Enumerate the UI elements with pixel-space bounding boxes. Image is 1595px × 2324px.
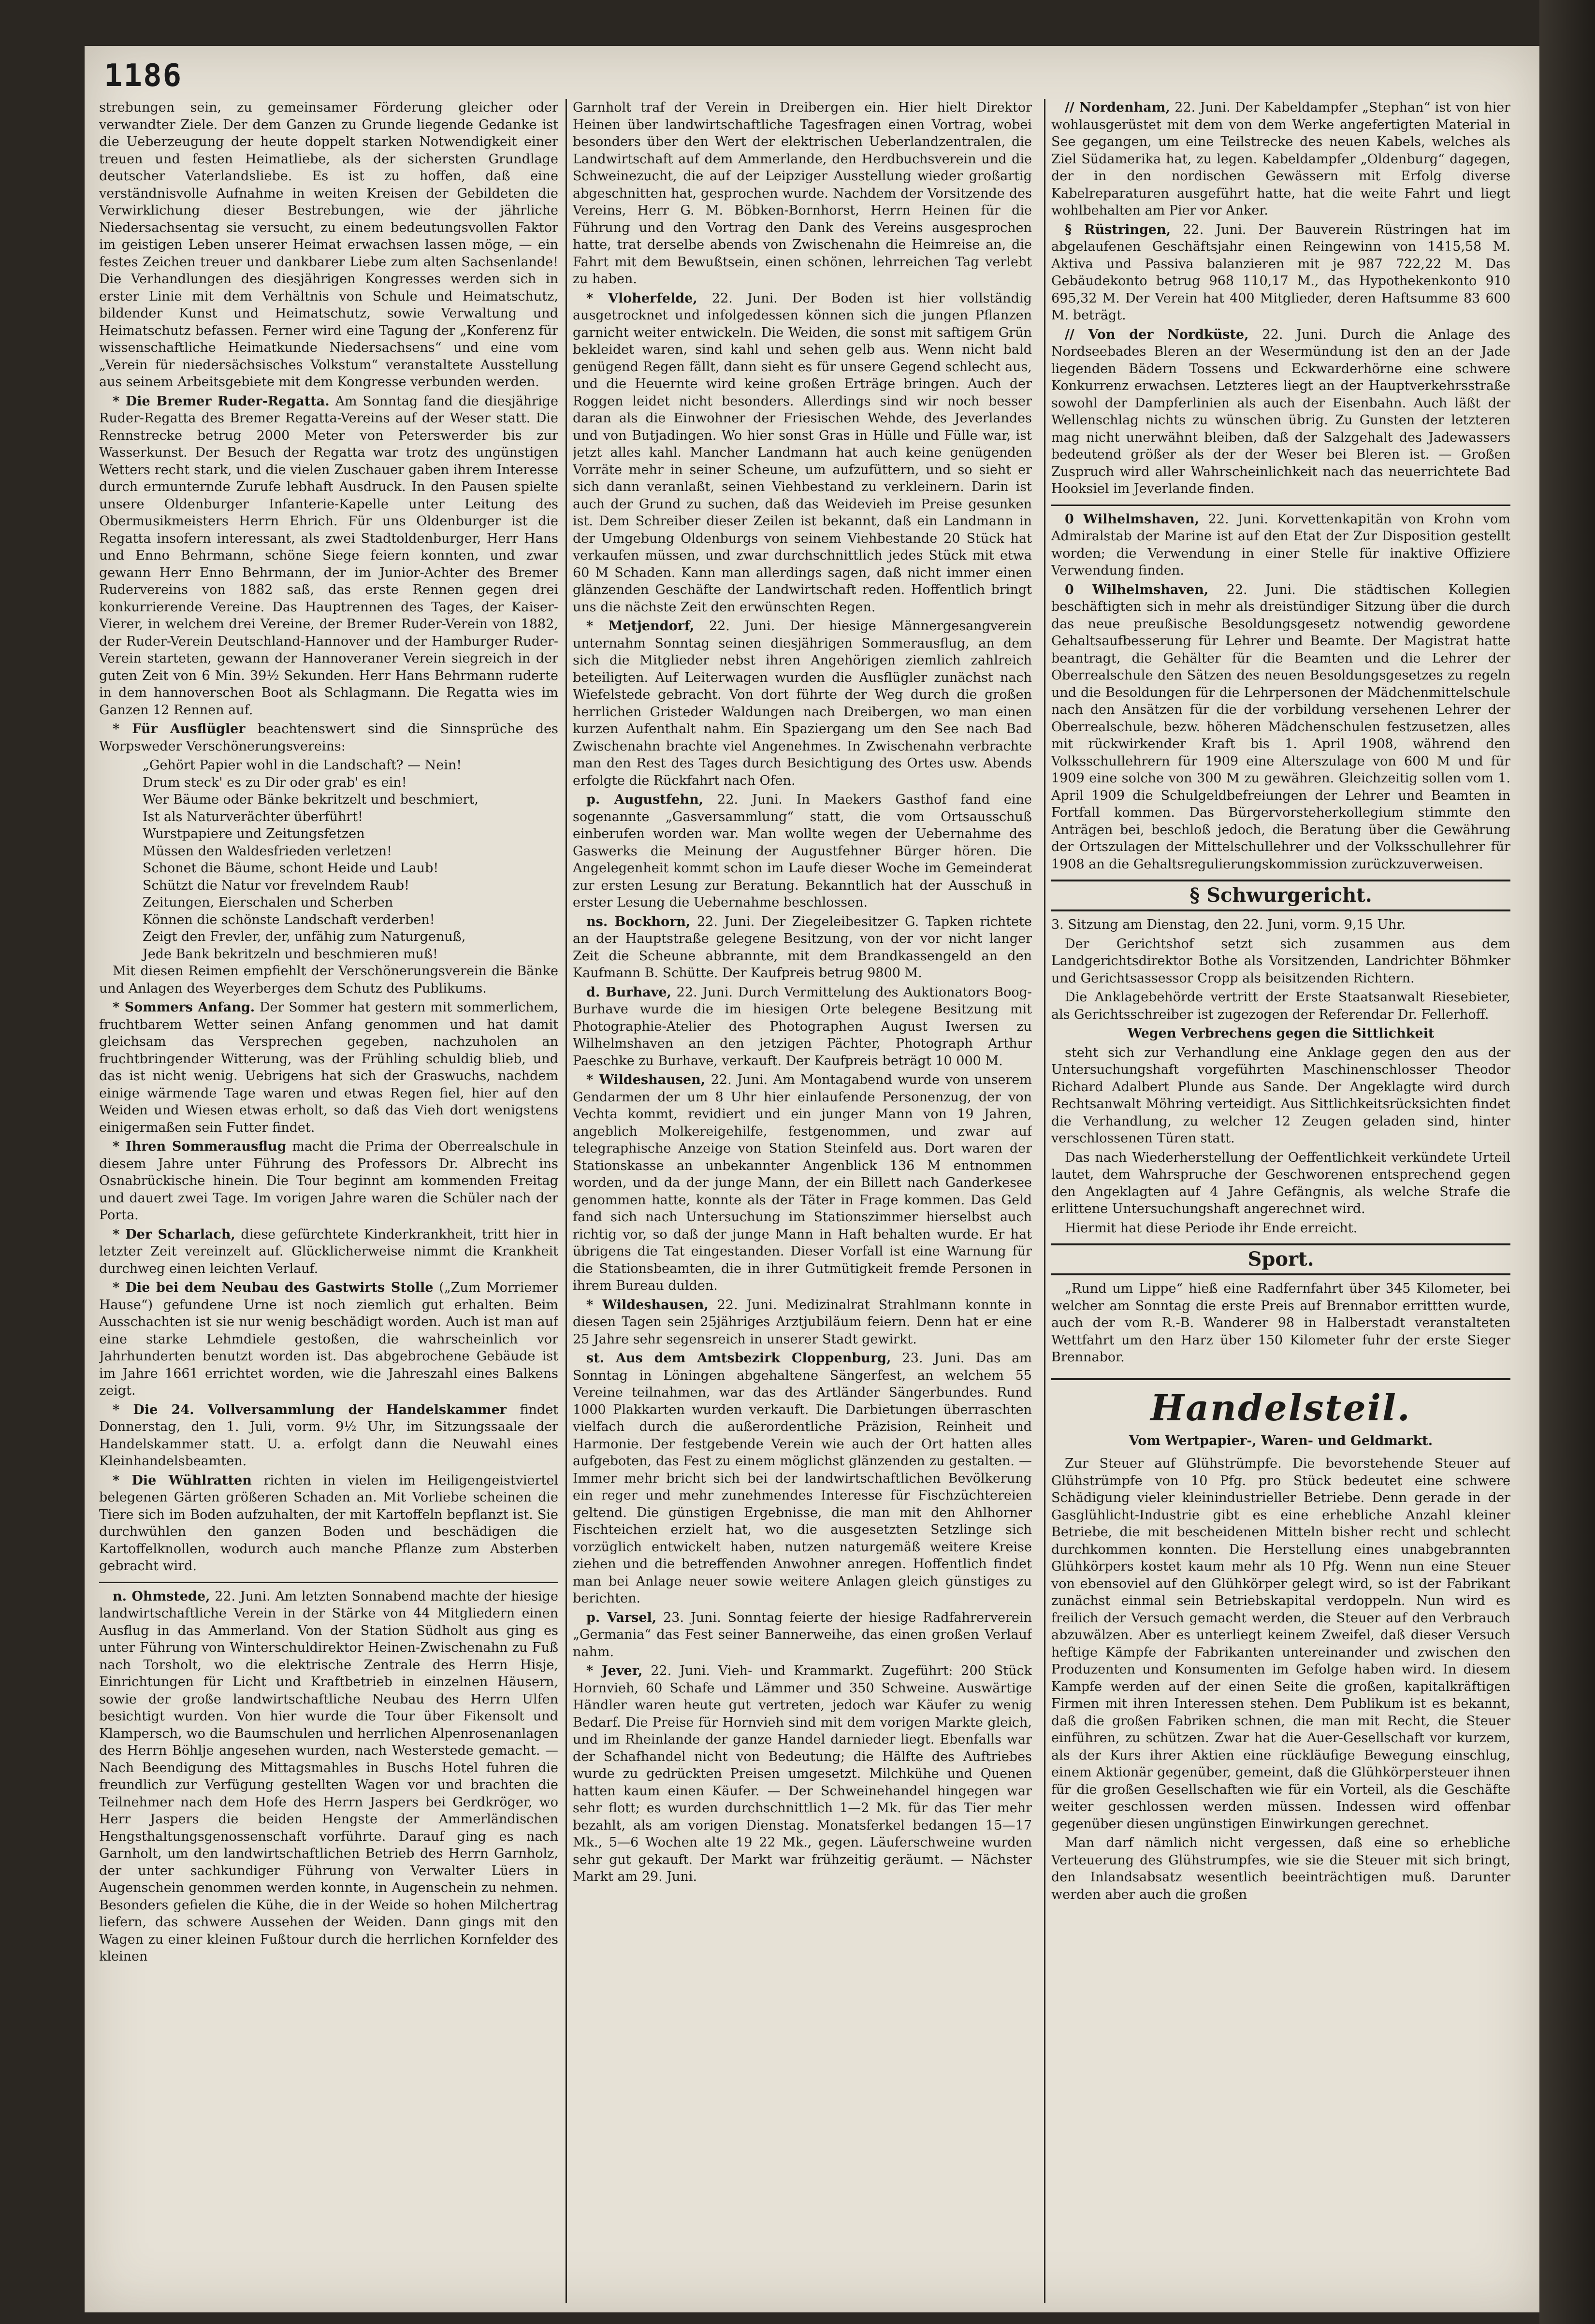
- article-paragraph: [1051, 326, 1510, 498]
- article-lead: * Ihren Sommerausflug: [113, 1139, 287, 1154]
- article-paragraph: Man darf nämlich nicht vergessen, daß eine so erhebliche Verteuerung des Glühstrumpfes, wie sie die Steuer mit sich bringt, den Inlandsabsatz wesentlich beeinträchtigen muß. Darunter werden aber auch die großen: [1051, 1835, 1510, 1902]
- article-lead: * Die bei dem Neubau des Gastwirts Stolle: [113, 1280, 434, 1295]
- article-lead: // Nordenham,: [1065, 100, 1170, 115]
- article-text: 22. Juni. Am Montagabend wurde von unserem Gendarmen der um 8 Uhr hier einlaufende Personenzug, der von Vechta kommt, revidiert und ein junger Mann von 19 Jahren, angeblich Molkereigehilfe, festgenommen, und zwar auf telegraphische Anzeige von Station Steinfeld aus. Dort waren der Stationskasse an unbekannter Angenblick 136 M entnommen worden, und da der junge Mann, der ein Billett nach Ganderkesee genommen hatte, konnte als der Täter in Frage kommen. Das Geld fand sich nach Untersuchung im Stationszimmer hierselbst auch richtig vor, so daß der junge Mann in Haft behalten wurde. Er hat übrigens die Tat eingestanden. Dieser Vorfall ist eine Warnung für die Stationsbeamten, die in ihrer Gutmütigkeit fremde Personen in ihrem Bureau dulden.: [573, 1072, 1032, 1293]
- article-lead: 0 Wilhelmshaven,: [1065, 582, 1209, 597]
- article-lead: * Der Scharlach,: [113, 1227, 235, 1242]
- section-divider: [99, 1582, 558, 1583]
- article-paragraph: strebungen sein, zu gemeinsamer Förderung gleicher oder verwandter Ziele. Der dem Ganzen zu Grunde liegende Gedanke ist die Ueberzeugung der heute doppelt starken Notwendigkeit einer treuen und festen Heimatliebe, als der sichersten Grundlage deutscher Vaterlandsliebe. Es ist zu hoffen, daß eine verständnisvolle Aufnahme in weiten Kreisen der Gebildeten die Verwirklichung dieser Bestrebungen, wie der jährliche Niedersachsentag sie versucht, zu einem bedeutungsvollen Faktor im geistigen Leben unserer Heimat erwachsen lassen möge, — ein festes Zeichen treuer und dankbarer Liebe zum alten Sachsenlande! Die Verhandlungen des diesjährigen Kongresses werden sich in erster Linie mit dem Verhältnis von Schule und Heimatschutz, bildender Kunst und Heimatschutz, sowie Verwaltung und Heimatschutz befassen. Ferner wird eine Tagung der „Konferenz für wissenschaftliche Heimatkunde Niedersachsens“ und eine vom „Verein für niedersächsisches Volkstum“ veranstaltete Ausstellung aus seinem Arbeitsgebiete mit dem Kongresse verbunden werden.: [99, 100, 558, 390]
- article-lead: p. Varsel,: [586, 1610, 657, 1625]
- verse-line: Wer Bäume oder Bänke bekritzelt und beschmiert,: [143, 792, 478, 807]
- article-lead: * Die Bremer Ruder-Regatta.: [113, 393, 330, 409]
- article-paragraph: [573, 1662, 1032, 1886]
- article-paragraph: [573, 290, 1032, 616]
- article-text: 22. Juni. Medizinalrat Strahlmann konnte in diesen Tagen sein 25jähriges Arztjubiläum feiern. Denn hat er eine 25 Jahre sehr segensreich in unserer Stadt gewirkt.: [573, 1297, 1032, 1347]
- article-text: findet Donnerstag, den 1. Juli, vorm. 9½ Uhr, im Sitzungssaale der Handelskammer statt. U. a. erfolgt dann die Neuwahl eines Kleinhandelsbeamten.: [99, 1402, 558, 1469]
- page-number: 1186: [104, 58, 183, 94]
- column-1: [99, 99, 558, 2303]
- section-heading-sport: Sport.: [1051, 1243, 1510, 1275]
- article-lead: n. Ohmstede,: [113, 1588, 210, 1604]
- article-paragraph: [99, 1138, 558, 1224]
- article-lead: * Wildeshausen,: [586, 1297, 709, 1313]
- article-paragraph: Das nach Wiederherstellung der Oeffentlichkeit verkündete Urteil lautet, dem Wahrspruche der Geschworenen entsprechend gegen den Angeklagten auf 4 Jahre Gefängnis, als welche Strafe die erlittene Untersuchungshaft angerechnet wird.: [1051, 1150, 1510, 1216]
- article-paragraph: [99, 1472, 558, 1575]
- article-paragraph: 3. Sitzung am Dienstag, den 22. Juni, vorm. 9,15 Uhr.: [1051, 917, 1406, 932]
- article-paragraph: [1051, 581, 1510, 873]
- article-lead: * Jever,: [586, 1663, 643, 1678]
- article-paragraph: [99, 1226, 558, 1278]
- article-text: 22. Juni. Durch die Anlage des Nordseebades Bleren an der Wesermündung ist den an der Jade liegenden Bädern Tossens und Eckwarderhörne eine schwere Konkurrenz erwachsen. Letzteres liegt an der Hauptverkehrsstraße sowohl der Dampferlinien als auch der Eisenbahn. Auch läßt der Wellenschlag nichts zu wünschen übrig. Zu Gunsten der letzteren mag nicht unerwähnt bleiben, daß der Salzgehalt des Jadewassers bedeutend größer als der der Weser bei Bleren ist. — Großen Zuspruch wird aller Wahrscheinlichkeit nach das neuerrichtete Bad Hooksiel im Jeverlande finden.: [1051, 327, 1510, 496]
- article-lead: * Wildeshausen,: [586, 1072, 706, 1087]
- article-text: Am Sonntag fand die diesjährige Ruder-Regatta des Bremer Regatta-Vereins auf der Weser statt. Die Rennstrecke betrug 2000 Meter von Peterswerder bis zur Wasserkunst. Der Besuch der Regatta war trotz des ungünstigen Wetters recht stark, und die vielen Zuschauer gaben ihrem Interesse durch ermunternde Zurufe lebhaft Ausdruck. In den Pausen spielte unsere Oldenburger Infanterie-Kapelle unter Leitung des Obermusikmeisters Herrn Ehrich. Für uns Oldenburger ist die Regatta insofern interessant, als zwei Stadtoldenburger, Herr Hans und Enno Behrmann, schöne Siege feiern konnten, und zwar gewann Herr Enno Behrmann, der im Junior-Achter des Bremer Rudervereins von 1882 saß, das erste Rennen gegen drei konkurrierende Vereine. Das Hauptrennen des Tages, der Kaiser-Vierer, in welchem drei Vereine, der Bremer Ruder-Verein von 1882, der Ruder-Verein Deutschland-Hannover und der Hamburger Ruder-Verein starteten, gewann der Hannoveraner Verein siegreich in der guten Zeit von 6 Min. 39½ Sekunden. Herr Hans Behrmann ruderte in dem hannoverschen Boot als Schlagmann. Die Regatta wies im Ganzen 12 Rennen auf.: [99, 393, 558, 718]
- article-paragraph: [573, 1297, 1032, 1348]
- verse-line: „Gehört Papier wohl in die Landschaft? — Nein!: [143, 758, 462, 773]
- verse-line: Zeigt den Frevler, der, unfähig zum Naturgenuß,: [143, 929, 466, 944]
- article-text: 22. Juni. Korvettenkapitän von Krohn vom Admiralstab der Marine ist auf den Etat der Zur Disposition gestellt worden; die Verwendung in einer Stelle für inaktive Offiziere Verwendung finden.: [1051, 511, 1510, 578]
- article-text: 22. Juni. Der Ziegeleibesitzer G. Tapken richtete an der Hauptstraße gelegene Besitzung, von der vor nicht langer Zeit die Scheune abbrannte, mit dem Brandkassengeld an den Kaufmann B. Schütte. Der Kaufpreis betrug 9800 M.: [573, 914, 1032, 981]
- column-3: [1051, 99, 1510, 2303]
- article-paragraph: [573, 913, 1032, 982]
- verse-line: Jede Bank bekritzeln und beschmieren muß!: [143, 946, 438, 962]
- verse-line: Zeitungen, Eierschalen und Scherben: [143, 895, 393, 910]
- article-paragraph: steht sich zur Verhandlung eine Anklage gegen den aus der Untersuchungshaft vorgeführten Maschinenschlosser Theodor Richard Adalbert Plunde aus Sande. Der Angeklagte wird durch Rechtsanwalt Möhring verteidigt. Aus Sittlichkeitsrücksichten findet die Verhandlung, zu welcher 12 Zeugen geladen sind, hinter verschlossenen Türen statt.: [1051, 1045, 1510, 1146]
- article-lead: 0 Wilhelmshaven,: [1065, 511, 1200, 527]
- article-text: richten in vielen im Heiligengeistviertel belegenen Gärten größeren Schaden an. Mit Vorliebe scheinen die Tiere sich im Boden aufzuhalten, der mit Kartoffeln bepflanzt ist. Sie durchwühlen den ganzen Boden und beschädigen die Kartoffelknollen, wodurch auch manche Pflanze zum Absterben gebracht wird.: [99, 1472, 558, 1573]
- article-text: 22. Juni. Vieh- und Krammarkt. Zugeführt: 200 Stück Hornvieh, 60 Schafe und Lämmer und 350 Schweine. Auswärtige Händler waren heute gut vertreten, jedoch war Käufer zu wenig Bedarf. Die Preise für Hornvieh sind mit dem vorigen Markte gleich, und im Rheinlande der ganze Handel darnieder liegt. Ebenfalls war der Schafhandel nicht von Bedeutung; die Hälfte des Auftriebes wurde zu gedrückten Preisen umgesetzt. Milchkühe und Quenen hatten kaum einen Käufer. — Der Schweinehandel hingegen war sehr flott; es wurden durchschnittlich 1—2 Mk. für das Tier mehr bezahlt, als am vorigen Dienstag. Monatsferkel bedangen 15—17 Mk., 5—6 Wochen alte 19 22 Mk., gegen. Läuferschweine wurden sehr gut gekauft. Der Markt war frühzeitig geräumt. — Nächster Markt am 29. Juni.: [573, 1663, 1032, 1884]
- article-paragraph: [1051, 221, 1510, 324]
- section-heading-trade: Handelsteil.: [1051, 1378, 1510, 1429]
- article-lead: * Vloherfelde,: [586, 290, 697, 306]
- article-lead: // Von der Nordküste,: [1065, 327, 1249, 342]
- verse-line: Schonet die Bäume, schont Heide und Laub!: [143, 861, 439, 876]
- article-text: 23. Juni. Sonntag feierte der hiesige Radfahrerverein „Germania“ das Fest seiner Bannerweihe, das einen großen Verlauf nahm.: [573, 1610, 1032, 1660]
- column-2: [573, 99, 1032, 2303]
- verse-line: Wurstpapiere und Zeitungsfetzen: [143, 826, 365, 841]
- article-lead: ns. Bockhorn,: [586, 914, 691, 929]
- article-lead: * Metjendorf,: [586, 619, 695, 634]
- article-lead: * Die 24. Vollversammlung der Handelskammer: [113, 1402, 507, 1417]
- article-text: 22. Juni. In Maekers Gasthof fand eine sogenannte „Gasversammlung“ statt, die vom Ortsausschuß einberufen worden war. Man wollte wegen der Uebernahme des Gaswerks die Meinung der Augustfehner Bürger hören. Die Angelegenheit kommt schon im Laufe dieser Woche im Gemeinderat zur ersten Lesung zur Beratung. Bekanntlich hat der Ausschuß in erster Lesung die Uebernahme beschlossen.: [573, 792, 1032, 910]
- verse-line: Ist als Naturverächter überführt!: [143, 809, 363, 824]
- article-text: 22. Juni. Am letzten Sonnabend machte der hiesige landwirtschaftliche Verein in der Stärke von 44 Mitgliedern einen Ausflug in das Ammerland. Von der Station Südholt aus ging es unter Führung von Winterschuldirektor Heinen-Zwischenahn zu Fuß nach Torsholt, wo die elektrische Zentrale des Herrn Hisje, Einrichtungen für Licht und Kraftbetrieb in einzelnen Häusern, sowie der große landwirtschaftliche Neubau des Herrn Ulfen besichtigt wurden. Von hier wurde die Tour über Fikensolt und Klampersch, wo die Baumschulen und herrlichen Alpenrosenanlagen des Herrn Böhlje angesehen wurden, nach Westerstede gemacht. — Nach Beendigung des Mittagsmahles in Buschs Hotel fuhren die freundlich zur Verfügung gestellten Wagen vor und brachten die Teilnehmer nach dem Hofe des Herrn Jaspers bei Gerdkröger, wo Herr Jaspers die beiden Hengste der Ammerländischen Hengsthaltungsgenossenschaft vorführte. Darauf ging es nach Garnholt, um den landwirtschaftlichen Betrieb des Herrn Garnholz, der unter sachkundiger Führung von Verwalter Lüers in Augenschein genommen werden konnte, in Augenschein zu nehmen. Besonders gefielen die Kühe, die in der Weide so hohen Milchertrag liefern, das schwere Aussehen der Weiden. Dann gings mit den Wagen zu einer kleinen Fußtour durch die herrlichen Kornfelder des kleinen: [99, 1588, 558, 1964]
- article-paragraph: Hiermit hat diese Periode ihr Ende erreicht.: [1065, 1220, 1358, 1236]
- article-text: („Zum Morriemer Hause“) gefundene Urne ist noch ziemlich gut erhalten. Beim Ausschachten ist sie nur wenig beschädigt worden. Auch ist man auf eine starke Lehmdiele gestoßen, die wahrscheinlich vor Jahrhunderten benutzt worden ist. Das abgebrochene Gebäude ist im Jahre 1661 errichtet worden, wie die Jahreszahl eines Balkens zeigt.: [99, 1280, 558, 1398]
- article-lead: § Rüstringen,: [1065, 222, 1171, 237]
- article-text: diese gefürchtete Kinderkrankheit, tritt hier in letzter Zeit vereinzelt auf. Glücklicherweise nimmt die Krankheit durchweg einen leichten Verlauf.: [99, 1227, 558, 1276]
- article-text: 22. Juni. Die städtischen Kollegien beschäftigten sich in mehr als dreistündiger Sitzung über die durch das neue preußische Besoldungsgesetz notwendig gewordene Gehaltsaufbesserung für Lehrer und Beamte. Der Magistrat hatte beantragt, die Gehälter für die Beamten und die Lehrer der Oberrealschule den Sätzen des neuen Besoldungsgesetzes zu regeln und die Besoldungen für die Lehrpersonen der Mädchenmittelschule nach den Ansätzen für die der vorbildung versehenen Lehrer der Oberrealschule, bezw. höheren Mädchenschulen festzusetzen, alles mit rückwirkender Kraft bis 1. April 1908, während den Volksschullehrern für 1909 eine Alterszulage von 600 M und für 1909 eine solche von 300 M zu gewähren. Gleichzeitig sollen vom 1. April 1909 die Schulgeldbefreiungen der Lehrer und Beamten in Fortfall kommen. Das Bürgervorsteherkollegium stimmte den Anträgen bei, beschloß jedoch, die Beratung über die Gewährung der Ortszulagen der Mittelschullehrer und der Volksschullehrer für 1908 an die Gehaltsregulierungskommission zurückzuverweisen.: [1051, 582, 1510, 872]
- article-lead: st. Aus dem Amtsbezirk Cloppenburg,: [586, 1351, 891, 1366]
- verse-line: Schützt die Natur vor frevelndem Raub!: [143, 878, 409, 893]
- verse-line: Können die schönste Landschaft verderben!: [143, 912, 435, 927]
- article-paragraph: [573, 1071, 1032, 1295]
- article-lead: d. Burhave,: [586, 984, 671, 1000]
- newspaper-page: [85, 46, 1539, 2312]
- column-rule: [1044, 99, 1045, 2303]
- article-lead: Wegen Verbrechens gegen die Sittlichkeit: [1127, 1026, 1435, 1041]
- article-paragraph: [99, 393, 558, 719]
- article-subheading: [1051, 1025, 1510, 1042]
- column-rule: [566, 99, 567, 2303]
- verse-block: [143, 757, 558, 963]
- article-text: Der Sommer hat gestern mit sommerlichem, fruchtbarem Wetter seinen Anfang genommen und hat damit gleichsam das Versprechen gegeben, nachzuholen an fruchtbringender Witterung, was der Frühling schuldig blieb, und das ist nicht wenig. Uebrigens hat sich der Graswuchs, nachdem einige wärmende Tage waren und etwas Regen fiel, hier auf den Weiden und Wiesen etwas erholt, so daß das Vieh dort wenigstens einigermaßen sein Futter findet.: [99, 1000, 558, 1135]
- article-paragraph: [1051, 99, 1510, 219]
- page-edge: [1539, 0, 1595, 2324]
- article-paragraph: Zur Steuer auf Glühstrümpfe. Die bevorstehende Steuer auf Glühstrümpfe von 10 Pfg. pro Stück bedeutet eine schwere Schädigung vieler kleinindustrieller Betriebe. Denn gerade in der Gasglühlicht-Industrie gibt es eine erhebliche Anzahl kleiner Betriebe, die mit bescheidenen Mitteln bisher recht und schlecht durchkommen konnten. Die Herstellung eines unabgebrannten Glühkörpers kostet kaum mehr als 10 Pfg. Wenn nun eine Steuer von ebensoviel auf den Glühkörper gelegt wird, so ist der Fabrikant zunächst einmal sein Betriebskapital verdoppeln. Nun wird es freilich der Versuch gemacht werden, die Steuer auf den Verbrauch abzuwälzen. Aber es unterliegt keinem Zweifel, daß dieser Versuch heftige Kämpfe der Fabrikanten untereinander und zwischen den Produzenten und Konsumenten im Gefolge haben wird. In diesem Kampfe werden auf der einen Seite die großen, kapitalkräftigen Firmen mit ihren Interessen stehen. Dem Publikum ist es bekannt, daß die großen Fabriken schnen, die man mit Recht, die Steuer einführen, zu schützen. Zwar hat die Auer-Gesellschaft vor kurzem, als der Kurs ihrer Aktien eine rückläufige Bewegung einschlug, einem Aktionär gegenüber, gemeint, daß die Glühkörpersteuer ihnen für die großen Gesellschaften wie für ein Vorteil, als die Geschäfte weiter geschlossen werden müssen. Indessen wird offenbar gegenüber diesen ungünstigen Einwirkungen gerechnet.: [1051, 1456, 1510, 1832]
- section-subheading-trade: Vom Wertpapier-, Waren- und Geldmarkt.: [1129, 1433, 1433, 1448]
- article-paragraph: Garnholt traf der Verein in Dreibergen ein. Hier hielt Direktor Heinen über landwirtschaftliche Tagesfragen einen Vortrag, wobei besonders über den Wert der elektrischen Ueberlandzentralen, die Landwirtschaft auf dem Ammerlande, den Herdbuchsverein und die Schweinezucht, die auf der Leipziger Ausstellung wieder großartig abgeschnitten hat, gesprochen wurde. Nachdem der Vorsitzende des Vereins, Herr G. M. Böbken-Bornhorst, Herrn Heinen für die Führung und den Vortrag den Dank des Vereins ausgesprochen hatte, trat derselbe abends von Zwischenahn die Heimreise an, die Fahrt mit dem Bewußtsein, einen schönen, lehrreichen Tag verlebt zu haben.: [573, 100, 1032, 287]
- article-paragraph: [573, 984, 1032, 1070]
- article-paragraph: [573, 618, 1032, 789]
- article-paragraph: [99, 1401, 558, 1470]
- article-text: beachtenswert sind die Sinnsprüche des Worpsweder Verschönerungsvereins:: [99, 722, 558, 754]
- article-paragraph: [99, 999, 558, 1136]
- article-paragraph: [99, 1279, 558, 1400]
- article-lead: * Sommers Anfang.: [113, 1000, 255, 1015]
- section-divider: [1051, 505, 1510, 506]
- article-text: 23. Juni. Das am Sonntag in Löningen abgehaltene Sängerfest, an welchem 55 Vereine teilnahmen, war das des Artländer Sängerbundes. Rund 1000 Plakkarten wurden verkauft. Die Darbietungen überraschten vielfach durch die außerordentliche Präzision, Reinheit und Harmonie. Der festgebende Verein wie auch der Ort hatten alles aufgeboten, das Fest zu einem möglichst glänzenden zu gestalten. — Immer mehr bricht sich bei der landwirtschaftlichen Bevölkerung ein reger und mehr zunehmendes Interesse für Fischzüchtereien geltend. Die günstigen Ergebnisse, die man mit den Ahlhorner Fischteichen erzielt hat, wo die ausgesetzten Setzlinge sich vorzüglich entwickelt haben, nutzen naturgemäß weitere Kreise ziehen und die betreffenden Anwohner anregen. Hoffentlich findet man bei Anlage neuer sowie weitere Anlagen gleich günstiges zu berichten.: [573, 1351, 1032, 1606]
- article-paragraph: [573, 1609, 1032, 1661]
- article-lead: * Für Ausflügler: [113, 722, 246, 736]
- article-paragraph: Der Gerichtshof setzt sich zusammen aus dem Landgerichtsdirektor Bothe als Vorsitzenden, Landrichter Böhmker und Gerichtsassessor Cropp als beisitzenden Richtern.: [1051, 936, 1510, 986]
- article-paragraph: [573, 791, 1032, 911]
- article-paragraph: [573, 1350, 1032, 1607]
- verse-line: Müssen den Waldesfrieden verletzen!: [143, 843, 392, 859]
- section-heading-court: § Schwurgericht.: [1051, 880, 1510, 911]
- article-paragraph: „Rund um Lippe“ hieß eine Radfernfahrt über 345 Kilometer, bei welcher am Sonntag die erste Preis auf Brennabor errittten wurde, auch der vom R.-B. Wanderer 98 in Halberstadt veranstalteten Wettfahrt um den Harz über 150 Kilometer fuhr der erste Sieger Brennabor.: [1051, 1281, 1510, 1365]
- article-text: macht die Prima der Oberrealschule in diesem Jahre unter Führung des Professors Dr. Albrecht ins Osnabrückische hinein. Die Tour beginnt am kommenden Freitag und dauert zwei Tage. Im vorigen Jahre waren die Schüler nach der Porta.: [99, 1139, 558, 1223]
- article-text: 22. Juni. Durch Vermittelung des Auktionators Boog-Burhave wurde die im hiesigen Orte belegene Besitzung mit Photographie-Atelier des Photographen August Iwersen zu Wilhelmshaven an den jetzigen Pächter, Photograph Arthur Paeschke zu Burhave, verkauft. Der Kaufpreis beträgt 10 000 M.: [573, 984, 1032, 1068]
- article-text: 22. Juni. Der Bauverein Rüstringen hat im abgelaufenen Geschäftsjahr einen Reingewinn von 1415,58 M. Aktiva und Passiva balanzieren mit je 987 722,22 M. Das Gebäudekonto betrug 968 110,17 M., das Hypothekenkonto 910 695,32 M. Der Verein hat 400 Mitglieder, deren Haftsumme 83 600 M. beträgt.: [1051, 222, 1510, 323]
- article-paragraph: [99, 721, 558, 755]
- article-lead: * Die Wühlratten: [113, 1472, 252, 1488]
- article-paragraph: [99, 1588, 558, 1965]
- verse-line: Drum steck' es zu Dir oder grab' es ein!: [143, 775, 407, 790]
- article-text: 22. Juni. Der Boden ist hier vollständig ausgetrocknet und infolgedessen können sich die jungen Pflanzen garnicht weiter entwickeln. Die Weiden, die sonst mit saftigem Grün bekleidet waren, sind kahl und sehen gelb aus. Wenn nicht bald genügend Regen fällt, dann sieht es für unsere Gegend schlecht aus, und die Heuernte wird keine großen Erträge bringen. Auch der Roggen leidet nicht besonders. Allerdings sind wir noch besser daran als die Einwohner der Friesischen Wehde, des Jeverlandes und von Butjadingen. Wo hier sonst Gras in Hülle und Fülle war, ist jetzt alles kahl. Mancher Landmann hat auch keine genügenden Vorräte mehr in seiner Scheune, um aufzufüttern, und so sieht er sich dann veranlaßt, seinen Viehbestand zu verkleinern. Darin ist auch der Grund zu suchen, daß das Weidevieh im Preise gesunken ist. Dem Schreiber dieser Zeilen ist bekannt, daß ein Landmann in der Umgebung Oldenburgs von seinem Viehbestande 20 Stück hat verkaufen müssen, und zwar durchschnittlich jedes Stück mit etwa 60 M Schaden. Kann man allerdings sagen, daß nicht immer einen glänzenden Geschäfte der Landwirtschaft reden. Hoffentlich bringt uns die nächste Zeit den erwünschten Regen.: [573, 290, 1032, 615]
- article-paragraph: Mit diesen Reimen empfiehlt der Verschönerungsverein die Bänke und Anlagen des Weyerberges dem Schutz des Publikums.: [99, 964, 558, 996]
- article-lead: p. Augustfehn,: [586, 792, 704, 807]
- article-paragraph: Die Anklagebehörde vertritt der Erste Staatsanwalt Riesebieter, als Gerichtsschreiber ist zugezogen der Referendar Dr. Fellerhoff.: [1051, 990, 1510, 1022]
- article-text: 22. Juni. Der Kabeldampfer „Stephan“ ist von hier wohlausgerüstet mit dem von dem Werke angefertigten Material in See gegangen, um eine Teilstrecke des neuen Kabels, welches als Ziel Südamerika hat, zu legen. Kabeldampfer „Oldenburg“ dagegen, der in den nordischen Gewässern mit Erfolg diverse Kabelreparaturen ausgeführt hatte, hat die weite Fahrt und liegt wohlbehalten am Pier vor Anker.: [1051, 100, 1510, 218]
- article-paragraph: [1051, 511, 1510, 579]
- article-text: 22. Juni. Der hiesige Männergesangverein unternahm Sonntag seinen diesjährigen Sommerausflug, an dem sich die Mitglieder nebst ihren Angehörigen ziemlich zahlreich beteiligten. Auf Leiterwagen wurden die Ausflügler zunächst nach Wiefelstede gebracht. Von dort führte der Weg durch die großen herrlichen Gristeder Waldungen nach Dreibergen, wo man einen kurzen Aufenthalt nahm. Ein Spaziergang um den See nach Bad Zwischenahn brachte viel Angenehmes. In Zwischenahn verbrachte man den Rest des Tages durch Besichtigung des Ortes usw. Abends erfolgte die Rückfahrt nach Ofen.: [573, 619, 1032, 788]
